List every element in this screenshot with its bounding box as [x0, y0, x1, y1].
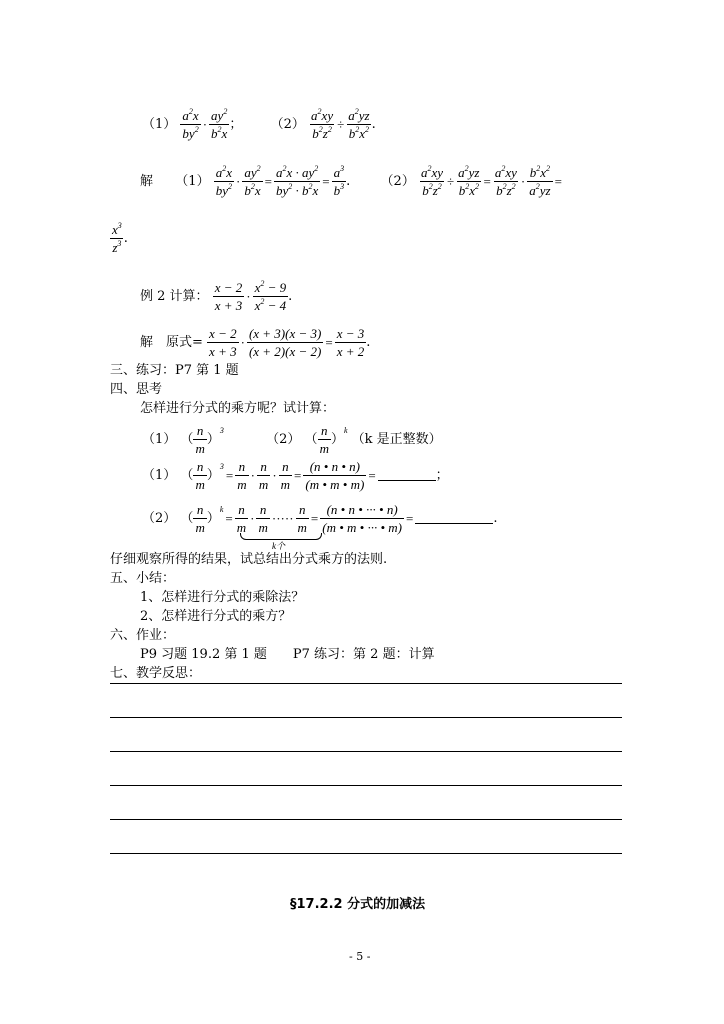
reflection-line [110, 683, 622, 684]
fraction: $\frac{a^2yz}{b^2x^2}$ [348, 107, 370, 141]
fraction: $\frac{n}{m}$ [319, 423, 329, 456]
fraction: $\frac{a^2xy}{b^2z^2}$ [420, 164, 444, 198]
solution-1-label: （1） [175, 174, 210, 189]
question-2-label: （2） [266, 432, 301, 447]
semicolon: ； [435, 468, 449, 483]
fraction: $\frac{(n • n • n)}{(m • m • m)}$ [305, 459, 365, 492]
section-homework: 六、作业： [110, 628, 176, 643]
example-2-solution-label: 解 原式= [140, 335, 203, 350]
fraction: $\frac{n}{m}$ [237, 459, 247, 492]
fraction: $\frac{x - 2}{x + 3}$ [209, 326, 237, 359]
period: . [371, 117, 376, 132]
problem-2-label: （2） [270, 117, 305, 132]
fraction: $\frac{a^2xy}{b^2z^2}$ [311, 107, 334, 141]
next-section-title: §17.2.2 分式的加减法 [290, 897, 426, 912]
solution-line: 解 （1） $\frac{a^2x}{by^2}$ · $\frac{ay^2}{b^2x}$ = $\frac{a^2x \cdot ay^2}{by^2 \cdot b^2x}$ = $\frac{a^3}{b^3}$ . （2） $\frac{a^2xy}{b^2z^2}$ ÷ $\frac{a^2yz}{b^2x^2}$ = $\frac{a^2xy}{b^2z^2}$ · $\frac{b^2x^2}{a^2yz}$ = [140, 164, 562, 198]
worked-2-label: （2） [142, 511, 177, 526]
period: . [123, 231, 128, 246]
answer-blank [415, 513, 493, 524]
fraction: $\frac{a^2xy}{b^2z^2}$ [494, 164, 517, 198]
example-2-solution: 解 原式= $\frac{x - 2}{x + 3}$ · $\frac{(x + 3)(x - 3)}{(x + 2)(x - 2)}$ = $\frac{x - 3}{x + 2}$ . [140, 326, 371, 359]
answer-blank [378, 470, 436, 481]
fraction: $\frac{b^2x^2}{a^2yz}$ [529, 164, 551, 198]
fraction: $\frac{x^2 - 9}{x^2 - 4}$ [254, 279, 287, 313]
fraction: $\frac{n}{m}$ [258, 502, 268, 535]
homework-text: P9 习题 19.2 第 1 题 P7 练习：第 2 题：计算 [140, 647, 435, 662]
reflection-line [110, 785, 622, 786]
equals: = [325, 334, 333, 350]
worked-2: （2） （ $\frac{n}{m}$ ）$^k$= $\frac{n}{m}$ · $\frac{n}{m}$ ····· $\frac{n}{m}$ = $\frac{(n • n • \cdot\cdot\cdot • n)}{(m • m • \cdot\cdot\cdot • m)}$ = . [142, 502, 498, 535]
section-practice: 三、练习：P7 第 1 题 [110, 363, 239, 378]
summary-item-1: 1、怎样进行分式的乘除法？ [140, 590, 305, 605]
fraction: $\frac{n}{m}$ [195, 502, 205, 535]
section-think: 四、思考 [110, 382, 163, 397]
fraction: $\frac{n}{m}$ [236, 502, 247, 535]
worked-1-label: （1） [142, 468, 177, 483]
fraction: $\frac{a^2yz}{b^2x^2}$ [458, 164, 480, 198]
page-number: - 5 - [349, 950, 371, 963]
period: . [366, 335, 371, 350]
solution-2-label: （2） [380, 174, 415, 189]
fraction: $\frac{x - 2}{x + 3}$ [214, 280, 243, 313]
summary-item-2: 2、怎样进行分式的乘方？ [140, 609, 292, 624]
period: . [288, 289, 293, 304]
think-prompt: 怎样进行分式的乘方呢？试计算： [140, 401, 336, 416]
fraction: $\frac{a^2x}{by^2}$ [182, 107, 199, 141]
question-2-note: （k 是正整数） [351, 432, 442, 447]
fraction: $\frac{ay^2}{b^2x}$ [211, 107, 228, 141]
fraction: $\frac{n}{m}$ [195, 459, 205, 492]
reflection-line [110, 717, 622, 718]
solution-label: 解 [140, 174, 154, 189]
fraction: $\frac{n}{m}$ [297, 502, 307, 535]
section-summary: 五、小结： [110, 571, 176, 586]
underbrace-label: k个 [272, 541, 285, 551]
fraction: $\frac{a^3}{b^3}$ [333, 164, 345, 198]
think-questions: （1） （ $\frac{n}{m}$ ）$^3$ （2） （ $\frac{n}{m}$ ）$^k$ （k 是正整数） [142, 423, 442, 456]
reflection-line [110, 853, 622, 854]
fraction: $\frac{n}{m}$ [258, 459, 269, 492]
example-2: 例 2 计算： $\frac{x - 2}{x + 3}$ · $\frac{x^2 - 9}{x^2 - 4}$ . [140, 279, 293, 313]
fraction: $\frac{x^3}{z^3}$ [112, 221, 122, 255]
question-1-label: （1） [142, 432, 177, 447]
separator: ； [229, 117, 243, 132]
fraction: $\frac{(x + 3)(x - 3)}{(x + 2)(x - 2)}$ [248, 326, 322, 359]
fraction: $\frac{a^2x}{by^2}$ [215, 164, 232, 198]
solution-continuation [110, 222, 128, 255]
section-reflection: 七、教学反思： [110, 666, 202, 681]
worked-1: （1） （ $\frac{n}{m}$ ）$^3$= $\frac{n}{m}$ · $\frac{n}{m}$ · $\frac{n}{m}$ = $\frac{(n • n • n)}{(m • m • m)}$ = ； [142, 459, 449, 492]
fraction: $\frac{(n • n • \cdot\cdot\cdot • n)}{(m • m • \cdot\cdot\cdot • m)}$ [322, 502, 402, 535]
reflection-line [110, 751, 622, 752]
period: . [493, 511, 498, 526]
problem-1-label: （1） [142, 117, 177, 132]
problem-line: （1） $\frac{a^2x}{by^2}$ · $\frac{ay^2}{b^2x}$ ； （2） $\frac{a^2xy}{b^2z^2}$ ÷ $\frac{a^2yz}{b^2x^2}$ . [142, 107, 376, 141]
example-2-label: 例 2 计算： [140, 289, 209, 304]
observe-text: 仔细观察所得的结果，试总结出分式乘方的法则. [110, 552, 388, 567]
fraction: $\frac{ay^2}{b^2x}$ [244, 164, 261, 198]
fraction: $\frac{x - 3}{x + 2}$ [336, 326, 365, 359]
fraction: $\frac{n}{m}$ [195, 423, 205, 456]
fraction: $\frac{n}{m}$ [280, 459, 291, 492]
fraction: $\frac{a^2x \cdot ay^2}{by^2 \cdot b^2x}$ [275, 164, 319, 198]
reflection-line [110, 819, 622, 820]
